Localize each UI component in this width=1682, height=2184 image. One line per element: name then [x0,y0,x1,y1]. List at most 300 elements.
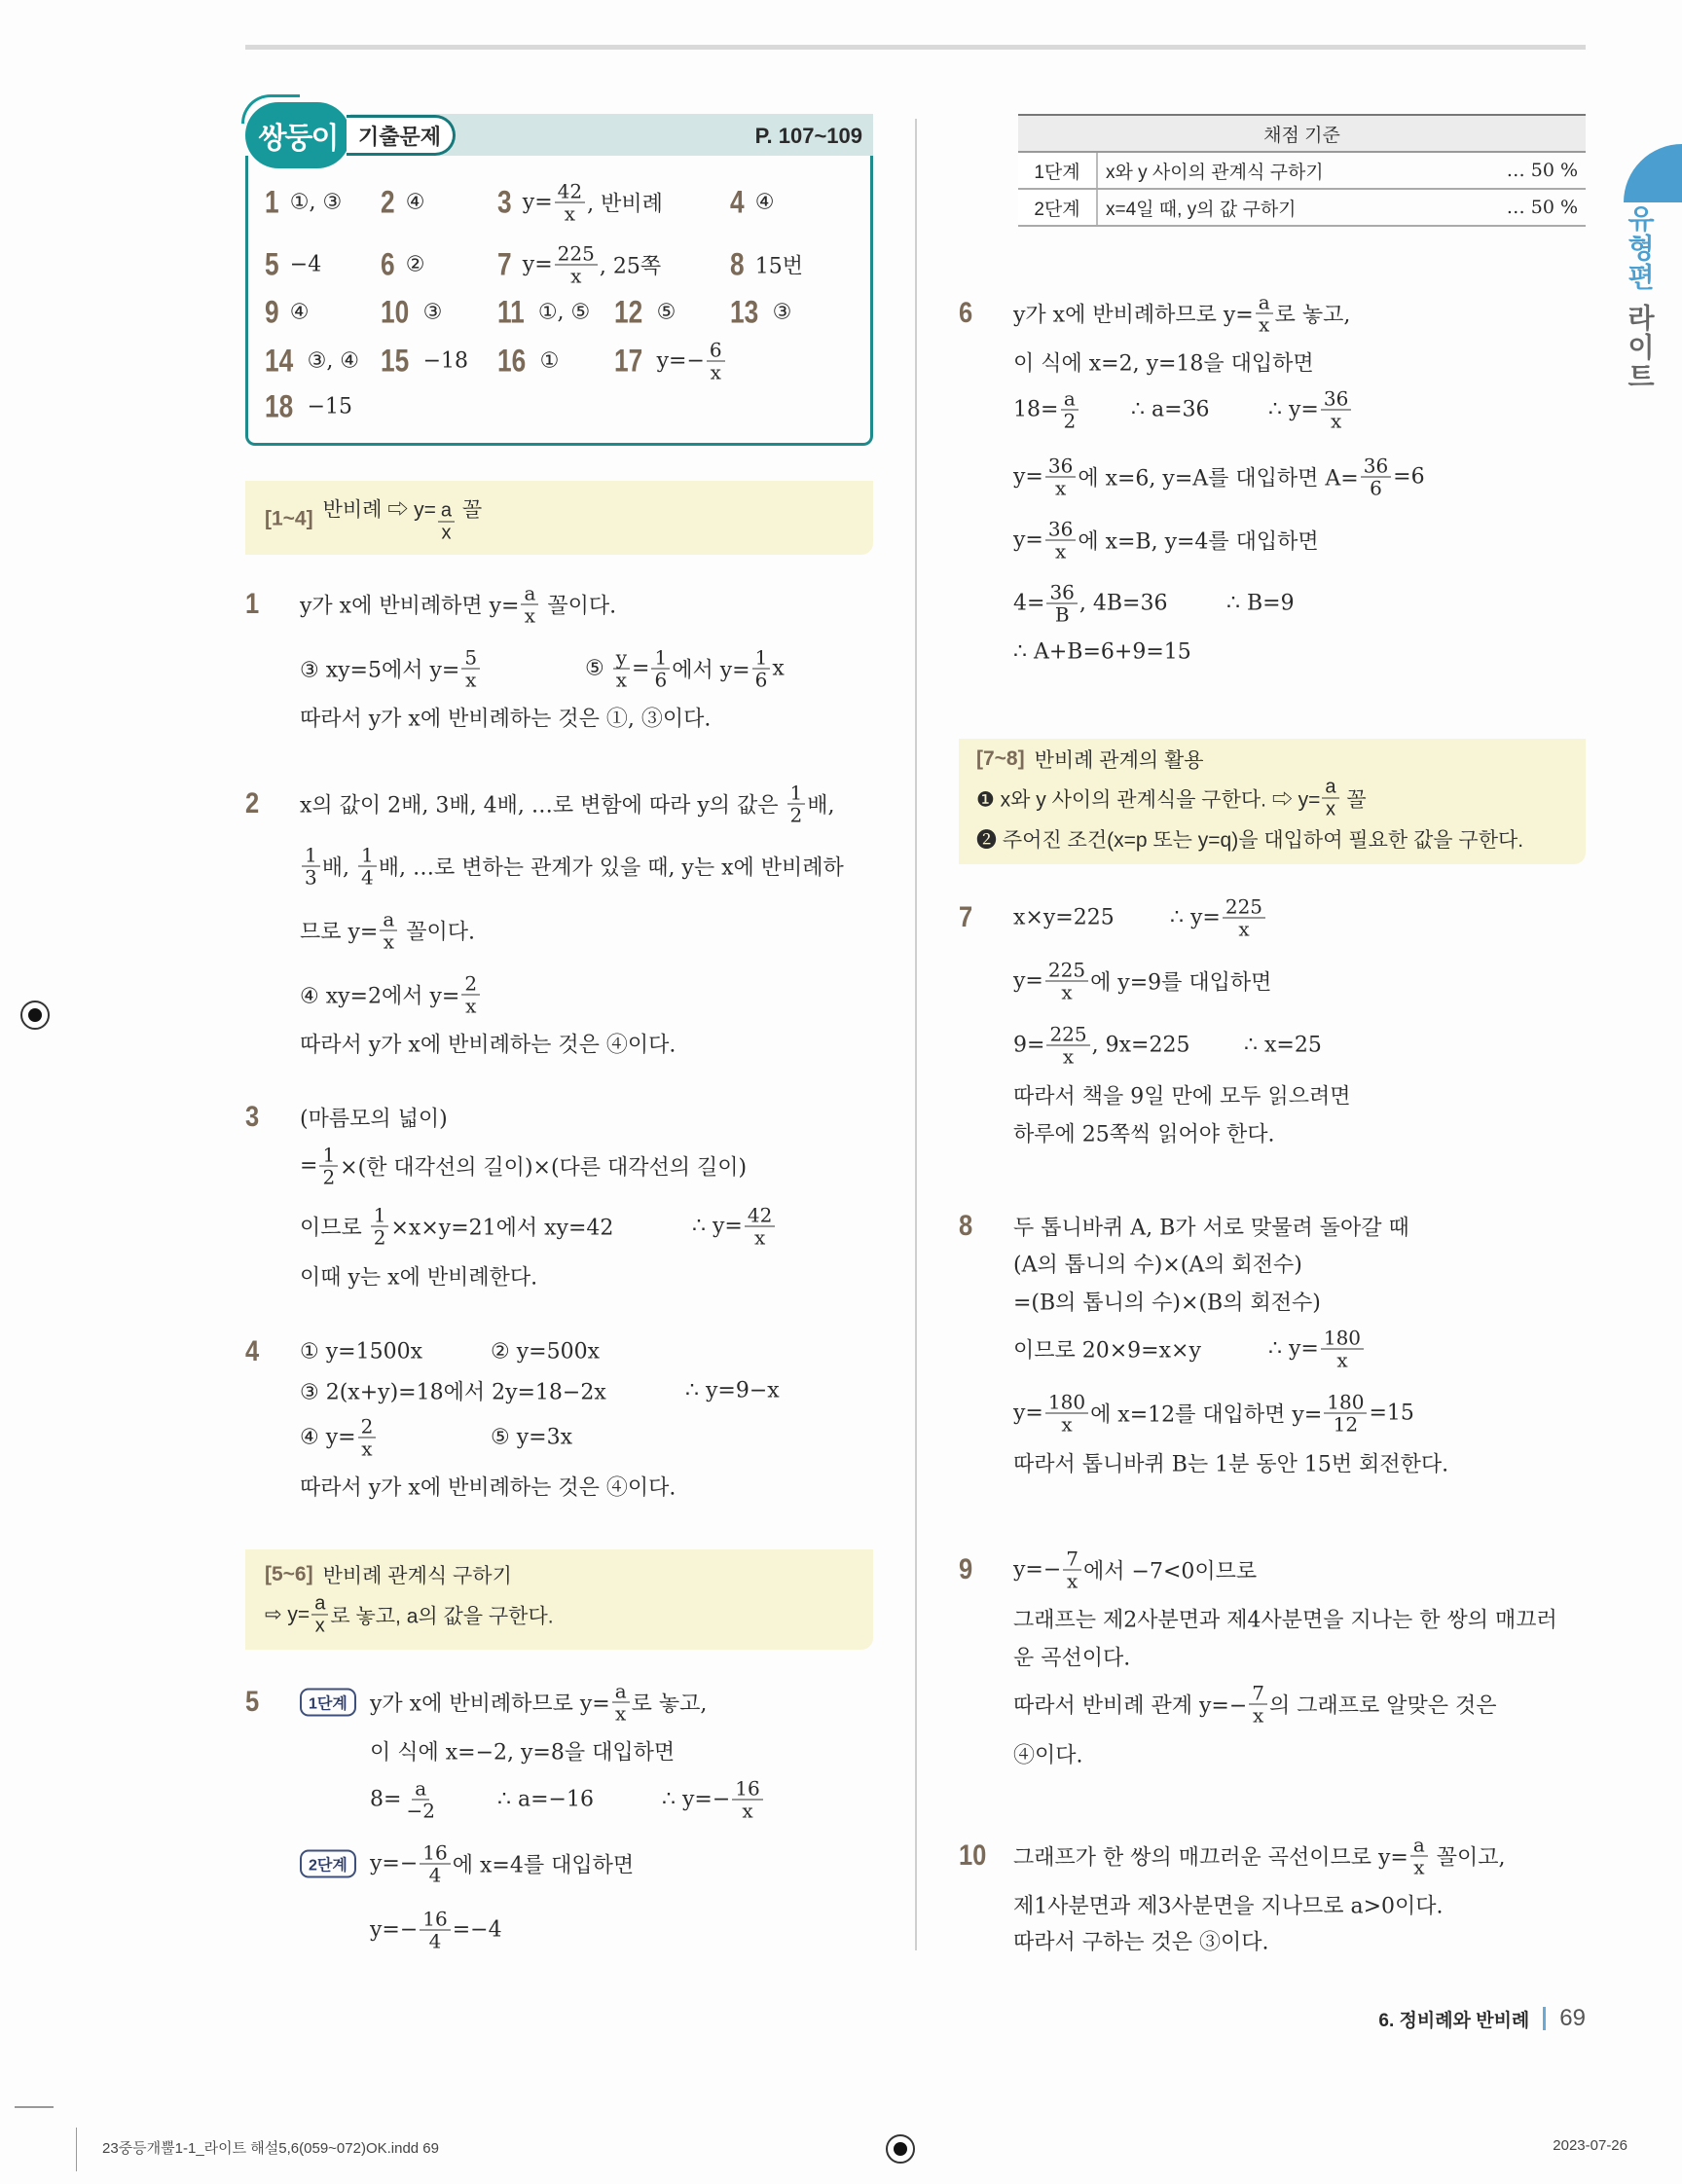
solution-line [491,1340,600,1365]
fraction [1321,388,1351,432]
solution-line [1013,1926,1269,1956]
solution-line [300,1261,537,1292]
numerator: 225 [1046,1024,1089,1046]
scoring-title: 채점 기준 [1018,115,1586,152]
fraction [1046,1024,1089,1068]
registration-mark-icon [886,2134,915,2164]
solution-line [1013,1548,1257,1592]
math-text: =(B의 톱니의 수)×(B의 회전수) [1013,1291,1321,1316]
math-text: y가 x에 반비례하면 y= [300,594,520,619]
solution-line [1013,1118,1275,1148]
denominator: x [361,1437,373,1461]
math-text: ④ y= [300,1425,356,1450]
answer-number: 13 [730,294,759,330]
answer-number: 12 [614,294,643,330]
solution-line [497,1788,594,1812]
math-text: ∴ a=−16 [497,1787,594,1812]
fraction [651,647,670,691]
math-text: 의 그래프로 알맞은 것은 [1269,1693,1497,1719]
problem-number: 2 [245,787,260,819]
fraction [380,909,397,953]
fraction [420,1842,450,1886]
solution-line [685,1379,780,1403]
math-text: 에서 y= [672,658,750,683]
denominator: B [1054,602,1070,627]
math-text: 제1사분면과 제3사분면을 지나므로 a>0이다. [1013,1894,1444,1919]
denominator: x [314,1615,325,1637]
solution-line [1013,1683,1497,1727]
solution-line [300,845,844,889]
desc-cell: x와 y 사이의 관계식 구하기 [1097,152,1479,189]
column-divider [915,119,917,1950]
fraction [1256,292,1273,336]
denominator: x [1413,1855,1425,1879]
answer-number: 15 [381,343,410,379]
denominator: x [465,668,477,692]
math-text: ④ xy=2에서 y= [300,984,460,1009]
fraction [1046,582,1077,626]
answer-item [730,295,791,331]
math-text: = [632,656,650,681]
fraction [358,1416,377,1460]
fraction [1045,519,1076,563]
solution-line [300,1145,747,1188]
answer-number: 8 [730,246,745,282]
answer-value [523,243,661,287]
math-text: ∴ y= [1268,397,1319,422]
numerator: 16 [420,1842,450,1865]
scoring-table [1018,114,1586,227]
answer-value [423,349,468,374]
math-text: 이 식에 x=−2, y=8을 대입하면 [370,1740,676,1765]
numerator: 36 [1361,455,1391,478]
solution-line [1013,1080,1351,1110]
numerator: 36 [1046,582,1077,604]
math-text: 꼴이고, [1429,1845,1506,1871]
numerator: 42 [745,1205,775,1227]
answer-number: 9 [265,294,279,330]
tip-line [265,1560,512,1589]
answer-item [614,295,676,331]
solution-line [300,973,482,1017]
math-text: ① [539,348,560,374]
numerator: 5 [461,647,480,670]
fraction [745,1205,775,1249]
math-text: 이때 y는 x에 반비례한다. [300,1265,538,1291]
math-text: 꼴이다. [399,920,476,945]
solution-line [1013,1024,1189,1068]
numerator: 225 [555,243,598,266]
math-text: y= [1013,968,1043,994]
math-text: 4= [1013,591,1045,616]
problem-number: 4 [245,1335,260,1367]
fraction [438,500,455,544]
answer-item [614,340,727,383]
numerator: 36 [1321,388,1351,411]
fraction [752,647,771,691]
tip-text [976,824,1523,854]
math-text: ∴ y=9−x [685,1378,780,1403]
answer-item [381,295,442,331]
numerator: 2 [461,973,480,996]
math-text: 배, [807,793,835,819]
numerator: a [311,1593,328,1616]
page-number: 69 [1559,2005,1586,2031]
math-text: 하루에 25쪽씩 읽어야 한다. [1013,1122,1275,1147]
math-text: 따라서 구하는 것은 ③이다. [1013,1930,1269,1955]
math-text: 따라서 y가 x에 반비례하는 것은 ④이다. [300,1033,676,1058]
math-text: ⑤ [656,300,676,325]
answer-number: 11 [497,294,525,330]
answer-number: 16 [497,343,527,379]
math-text: y= [522,252,553,277]
math-text: (마름모의 넓이) [300,1107,448,1132]
denominator: x [465,994,477,1018]
math-text: 이므로 [300,1216,369,1241]
fraction [302,845,320,889]
solution-line [1013,1249,1302,1279]
math-text: ② y=500x [491,1339,600,1365]
math-text: ④ [754,190,775,215]
solution-line [300,1416,378,1460]
solution-line [1013,960,1271,1003]
math-text: 에 x=B, y=4를 대입하면 [1078,529,1319,555]
solution-line [585,647,785,691]
answer-item [497,295,590,331]
math-text: 에 x=12를 대입하면 y= [1090,1402,1323,1428]
numerator: a [521,583,538,605]
denominator: x [1253,1703,1264,1728]
answer-number: 4 [730,184,745,220]
fraction [1410,1835,1428,1878]
math-text: 꼴 [1340,788,1367,811]
math-text: ∴ B=9 [1226,591,1295,616]
answer-value [538,301,590,325]
numerator: 7 [1249,1683,1267,1705]
side-tab-label: 유형편 라이트 [1624,204,1656,391]
numerator: 180 [1045,1392,1088,1414]
math-text: y=− [370,1851,419,1876]
math-text: y= [1013,1401,1043,1426]
math-text: ③ [422,300,443,325]
file-slug: 23중등개뿔1-1_라이트 해설5,6(059~072)OK.indd 69 [102,2140,439,2157]
math-text: , 반비례 [587,192,663,217]
numerator: 1 [752,647,771,670]
fraction [1361,455,1391,499]
math-text: −4 [289,252,322,277]
math-text: ∴ x=25 [1244,1033,1322,1058]
math-text: ×(한 대각선의 길이)×(다른 대각선의 길이) [340,1155,748,1181]
answer-number: 3 [497,184,512,220]
table-row [1018,189,1586,226]
tip-line [265,494,482,544]
answer-item [381,185,425,221]
fraction [521,583,538,627]
math-text: =6 [1393,464,1425,490]
section-title: 기출문제 [347,115,456,156]
solution-line [1013,455,1425,499]
percent-cell: … 50 % [1479,189,1586,226]
fraction [1045,1392,1088,1436]
chapter-title: 6. 정비례와 반비례 [1378,2010,1530,2031]
denominator: x [524,603,536,628]
fraction [732,1778,762,1822]
numerator: a [1322,777,1338,799]
numerator: a [380,909,397,931]
numerator: 1 [651,647,670,670]
numerator: 6 [707,340,725,362]
problem-number: 6 [959,297,973,329]
math-text: −15 [307,394,353,419]
tip-line [976,745,1204,774]
numerator: 36 [1045,455,1076,478]
crop-mark [76,2128,77,2171]
fraction [1063,1548,1081,1592]
solution-line [370,1681,707,1725]
math-text: , 25쪽 [599,254,662,279]
tip-text [323,494,483,544]
solution-line [1268,388,1353,432]
math-text: , 9x=225 [1091,1033,1190,1058]
answer-item [265,247,321,283]
footer-divider [1543,2007,1546,2030]
math-text: ③ 2(x+y)=18에서 2y=18−2x [300,1380,606,1405]
answer-value [773,301,792,325]
denominator: 3 [305,865,317,890]
math-text: ∴ y=− [662,1787,731,1812]
math-text: y= [522,190,553,215]
math-text: 로 놓고, [1274,303,1351,328]
problem-number: 5 [245,1686,260,1718]
math-text: x×y=225 [1013,905,1115,930]
tip-title: 반비례 관계식 구하기 [322,1565,512,1587]
math-text: ∴ y= [1268,1336,1319,1362]
denominator: x [1061,980,1073,1004]
solution-line [300,1472,676,1502]
answer-value [290,253,321,277]
math-text: ④이다. [1013,1743,1083,1768]
math-text: y= [1013,528,1043,553]
numerator: 2 [358,1416,377,1438]
denominator: 4 [428,1863,442,1887]
denominator: 12 [1333,1412,1359,1437]
math-text: ×x×y=21에서 xy=42 [390,1216,614,1241]
denominator: x [1062,1044,1075,1069]
solution-line [1013,292,1350,336]
fraction [319,1145,338,1188]
denominator: x [564,201,576,226]
denominator: −2 [406,1799,435,1823]
math-text: 배, …로 변하는 관계가 있을 때, y는 x에 반비례하 [378,855,844,881]
answer-item [265,295,310,331]
solution-line [1244,1034,1322,1058]
math-text: ④ [289,300,310,325]
denominator: x [1061,1412,1073,1437]
math-text: y= [1013,464,1043,490]
problem-number: 3 [245,1101,260,1133]
print-date: 2023-07-26 [1553,2137,1627,2154]
math-text: , 4B=36 [1079,591,1168,616]
solution-line [1013,1835,1506,1878]
tip-text [976,777,1367,820]
fraction [1223,896,1265,940]
math-text: y가 x에 반비례하므로 y= [370,1692,610,1717]
solution-line [370,1909,502,1952]
numerator: 1 [371,1205,389,1227]
numerator: a [412,1778,429,1801]
solution-line [1170,896,1267,940]
solution-line [300,1103,448,1133]
numerator: 36 [1045,519,1076,541]
math-text: 18= [1013,397,1059,422]
answer-item [381,344,468,380]
math-text: ∴ y= [1170,905,1221,930]
page-reference: P. 107~109 [754,124,862,148]
fraction [1249,1683,1267,1727]
tip-label: [5~6] [265,1563,313,1585]
answer-value [308,395,352,419]
math-text: 로 놓고, [631,1692,708,1717]
denominator: 6 [654,668,668,692]
math-text: y=− [370,1917,419,1943]
answer-item [730,247,803,283]
problem-number: 10 [959,1839,987,1872]
math-text: 그래프가 한 쌍의 매끄러운 곡선이므로 y= [1013,1845,1408,1871]
math-text: ∴ A+B=6+9=15 [1013,639,1191,665]
answer-item [265,389,352,425]
solution-line [1013,1604,1557,1634]
answer-item [265,185,342,221]
answer-number: 7 [497,246,512,282]
fraction [612,1681,630,1725]
denominator: x [753,1225,766,1250]
problem-number: 1 [245,588,260,620]
fraction [1324,1392,1367,1436]
fraction [1045,960,1088,1003]
math-text: 따라서 책을 9일 만에 모두 읽으려면 [1013,1084,1351,1110]
table-row [1018,152,1586,189]
denominator: 4 [360,865,374,890]
answer-number: 17 [614,343,643,379]
numerator: 16 [732,1778,762,1801]
solution-line [1013,519,1319,563]
math-text: y=− [1013,1557,1062,1583]
solution-line [300,1376,606,1406]
math-text: 반비례 ⇨ y= [322,498,436,522]
answer-number: 5 [265,246,279,282]
solution-line [1013,906,1115,930]
numerator: 225 [1223,896,1265,919]
numerator: 1 [787,783,806,805]
math-text: ❶ x와 y 사이의 관계식을 구한다. ⇨ y= [976,788,1321,811]
solution-line [692,1205,777,1249]
math-text: 운 곡선이다. [1013,1646,1131,1671]
answer-item [265,344,359,380]
denominator: x [1325,798,1335,820]
answer-value [423,301,443,325]
math-text: 15번 [754,254,804,279]
tip-text [265,1593,554,1637]
math-text: ⇨ y= [265,1603,311,1626]
math-text: ⑤ y=3x [491,1425,572,1450]
solution-line [1013,1334,1201,1365]
answer-number: 18 [265,388,294,424]
math-text: ③ xy=5에서 y= [300,658,460,683]
solution-line [1131,398,1210,422]
math-text: ① y=1500x [300,1339,422,1365]
answer-number: 6 [381,246,395,282]
fraction [1045,455,1076,499]
math-text: ①, ⑤ [537,300,591,325]
step-badge: 2단계 [300,1850,356,1878]
denominator: 2 [1063,409,1077,433]
numerator: a [612,1681,630,1703]
denominator: x [383,929,394,954]
denominator: x [1259,312,1270,337]
answer-value [406,253,425,277]
math-text: ② [405,252,425,277]
math-text: x의 값이 2배, 3배, 4배, …로 변함에 따라 y의 값은 [300,793,786,819]
math-text: ④ [405,190,425,215]
section-logo: 쌍둥이 [245,102,350,168]
answer-number: 1 [265,184,279,220]
answer-number: 2 [381,184,395,220]
denominator: 2 [373,1225,386,1250]
fraction [1322,777,1338,820]
math-text: ③, ④ [307,348,360,374]
fraction [555,181,585,225]
math-text: 배, [321,855,356,881]
solution-line [1013,1287,1321,1317]
solution-line [300,647,482,691]
math-text: 에 x=4를 대입하면 [452,1853,635,1878]
numerator: 42 [555,181,585,203]
numerator: 180 [1324,1392,1367,1414]
page-footer [1378,2005,1586,2032]
math-text: ∴ a=36 [1131,397,1210,422]
solution-line [370,1736,675,1766]
answer-number: 10 [381,294,410,330]
side-tab-cap [1624,144,1682,202]
solution-line [1013,388,1080,432]
fraction [420,1909,450,1952]
math-text: 이 식에 x=2, y=18을 대입하면 [1013,351,1314,377]
math-text: x [772,656,785,681]
math-text: ①, ③ [289,190,343,215]
math-text: 에서 −7<0이므로 [1083,1559,1258,1584]
solution-line [300,583,616,627]
fraction [358,845,377,889]
denominator: x [1336,1348,1348,1372]
crop-mark [15,2106,54,2108]
solution-line [370,1842,634,1886]
math-text: y=− [656,348,705,374]
denominator: 4 [428,1929,442,1953]
solution-line [1013,1739,1083,1769]
math-text: 꼴 [457,498,483,522]
denominator: x [441,522,452,544]
math-text: 9= [1013,1033,1045,1058]
answer-item [381,247,425,283]
fraction [613,647,630,691]
solution-line [300,909,475,953]
denominator: x [710,360,721,384]
numerator: a [1410,1835,1428,1857]
answer-item [497,344,559,380]
denominator: 6 [1370,476,1382,500]
answer-value [755,250,803,280]
solution-line [1013,640,1191,665]
